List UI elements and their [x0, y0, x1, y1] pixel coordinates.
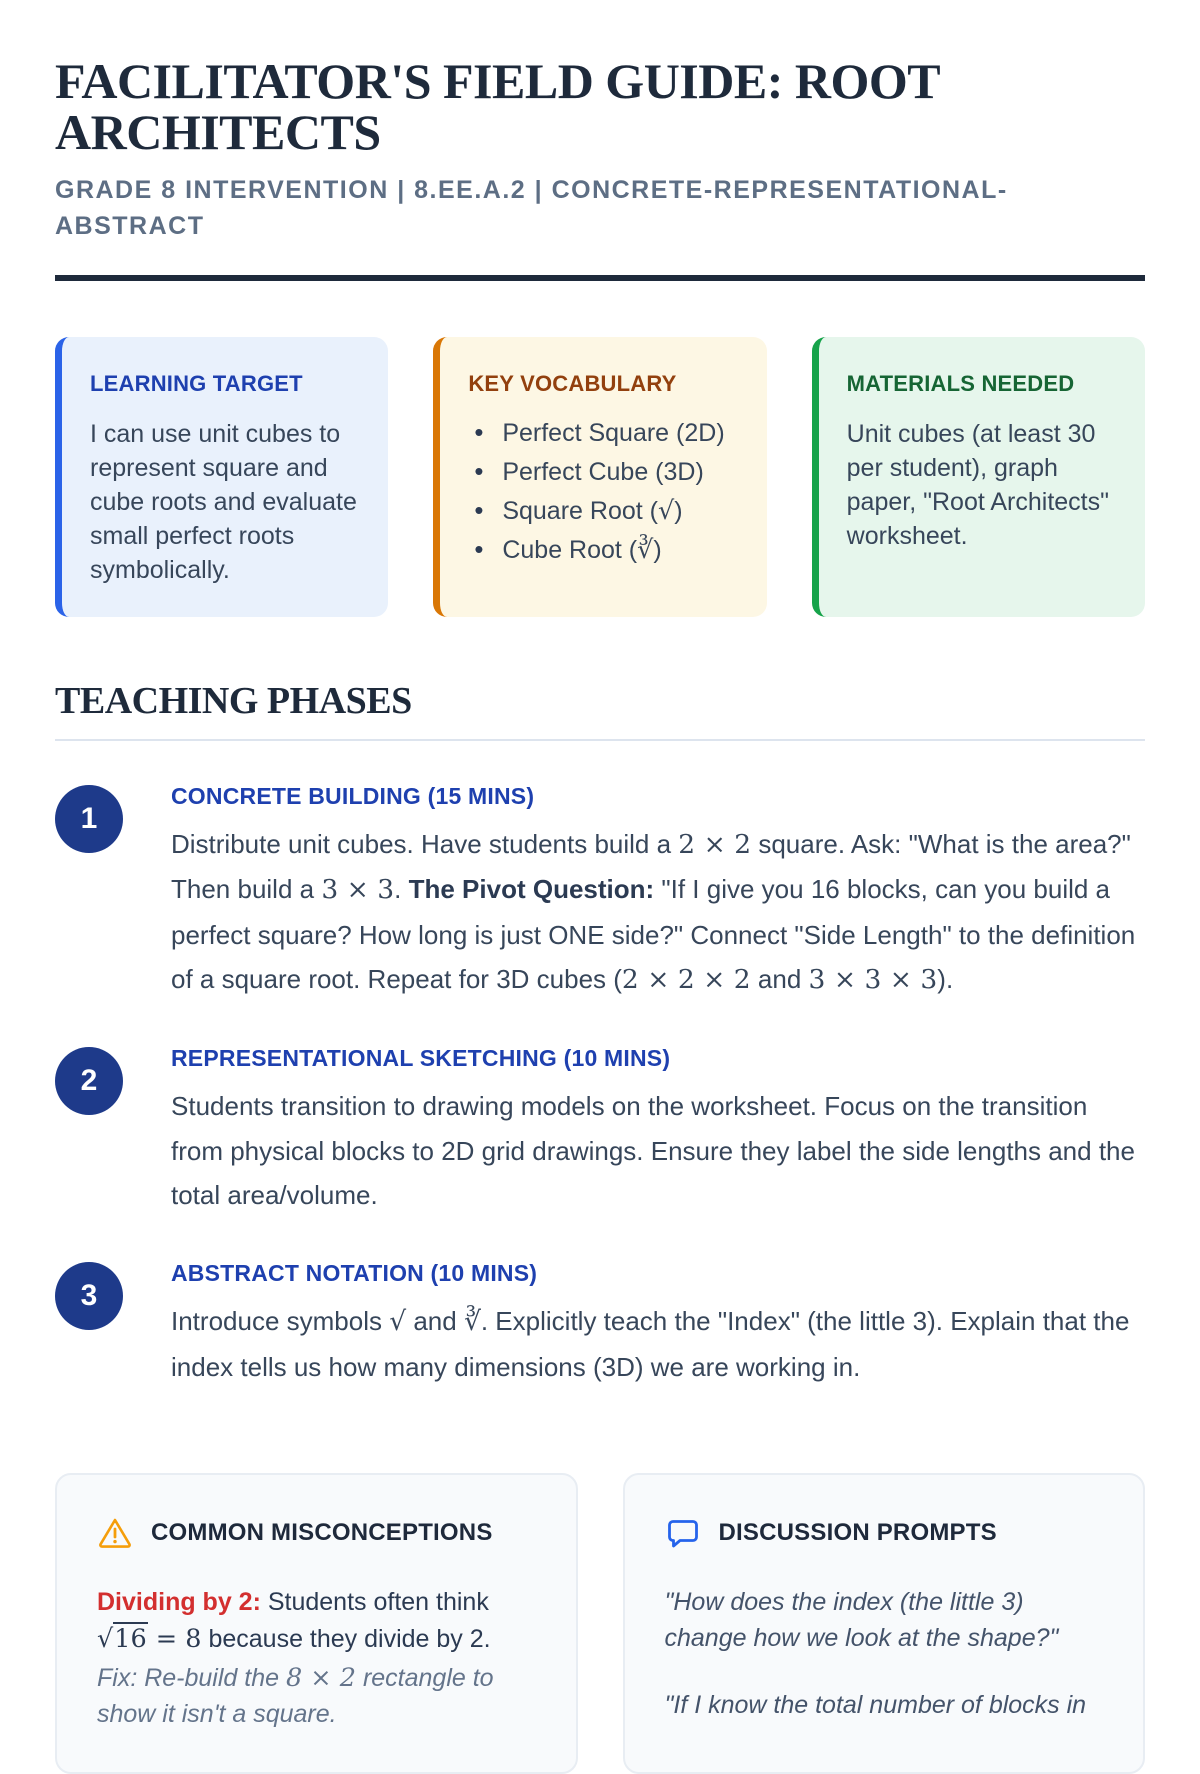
- vocabulary-item: • Perfect Cube (3D): [468, 456, 738, 488]
- teaching-phases-section: [55, 679, 1145, 1390]
- materials-needed-title: MATERIALS NEEDED: [846, 370, 1075, 396]
- footer-cards-row: [55, 1473, 1145, 1774]
- vocabulary-list: [468, 417, 738, 567]
- page-header: [55, 53, 1145, 281]
- speech-bubble-icon: [665, 1515, 701, 1551]
- page-subtitle: GRADE 8 INTERVENTION | 8.EE.A.2 | CONCRETE-REPRESENTATIONAL-ABSTRACT: [55, 176, 1008, 241]
- section-divider: [55, 739, 1145, 741]
- phase-number-badge: 3: [55, 1262, 123, 1330]
- common-misconceptions-card: [55, 1473, 578, 1774]
- phase-3-body: Introduce symbols √ and ∛. Explicitly teach the "Index" (the little 3). Explain that the index tells us how many dimensions (3D) we are working in.: [171, 1306, 1130, 1382]
- key-vocabulary-card: [433, 337, 766, 617]
- warning-triangle-icon: [97, 1515, 133, 1551]
- phase-1-heading: CONCRETE BUILDING (15 MINS): [171, 782, 535, 809]
- phase-2-heading: REPRESENTATIONAL SKETCHING (10 MINS): [171, 1045, 671, 1071]
- vocabulary-item: • Cube Root (∛): [468, 534, 738, 567]
- phase-1: [55, 779, 1145, 1004]
- phase-3: [55, 1256, 1145, 1389]
- materials-needed-body: Unit cubes (at least 30 per student), graph paper, "Root Architects" worksheet.: [846, 419, 1109, 550]
- phase-number-badge: 2: [55, 1047, 123, 1115]
- discussion-prompt: "How does the index (the little 3) change how we look at the shape?": [664, 1588, 1059, 1652]
- header-divider: [55, 275, 1145, 281]
- phase-3-heading: ABSTRACT NOTATION (10 MINS): [171, 1260, 538, 1287]
- discussion-prompt: "If I know the total number of blocks in: [664, 1691, 1087, 1720]
- teaching-phases-title: TEACHING PHASES: [55, 679, 412, 722]
- materials-needed-card: [812, 337, 1145, 617]
- phase-number-badge: 1: [55, 785, 123, 853]
- phase-2-body: Students transition to drawing models on the worksheet. Focus on the transition from physical blocks to 2D grid drawings. Ensure they label the side lengths and the total area/volume.: [171, 1091, 1135, 1211]
- learning-target-card: [55, 337, 388, 617]
- phase-1-body: Distribute unit cubes. Have students build a 2 × 2 square. Ask: "What is the area?" Then build a 3 × 3. The Pivot Question: "If I give you 16 blocks, can you build a perfect square? How long is just ONE side?" Connect "Side Length" to the definition of a square root. Repeat for 3D cubes (2 × 2 × 2 and 3 × 3 × 3).: [171, 828, 1136, 996]
- misconception-text: Dividing by 2: Students often think √16 = 8 because they divide by 2.: [97, 1588, 491, 1654]
- misconception-fix-text: Fix: Re-build the 8 × 2 rectangle to show it isn't a square.: [97, 1663, 494, 1728]
- prompts-title: DISCUSSION PROMPTS: [718, 1519, 997, 1547]
- learning-target-title: LEARNING TARGET: [90, 370, 303, 396]
- page-title: FACILITATOR'S FIELD GUIDE: ROOT ARCHITECTS: [55, 53, 940, 160]
- vocabulary-item: • Perfect Square (2D): [468, 417, 738, 449]
- vocabulary-item: • Square Root (√): [468, 495, 738, 528]
- misconceptions-title: COMMON MISCONCEPTIONS: [151, 1519, 493, 1547]
- discussion-prompts-card: [623, 1473, 1146, 1774]
- learning-target-body: I can use unit cubes to represent square and cube roots and evaluate small perfect roots symbolically.: [90, 419, 357, 584]
- key-vocabulary-title: KEY VOCABULARY: [468, 370, 677, 396]
- info-cards-row: [55, 337, 1145, 617]
- phase-2: [55, 1041, 1145, 1218]
